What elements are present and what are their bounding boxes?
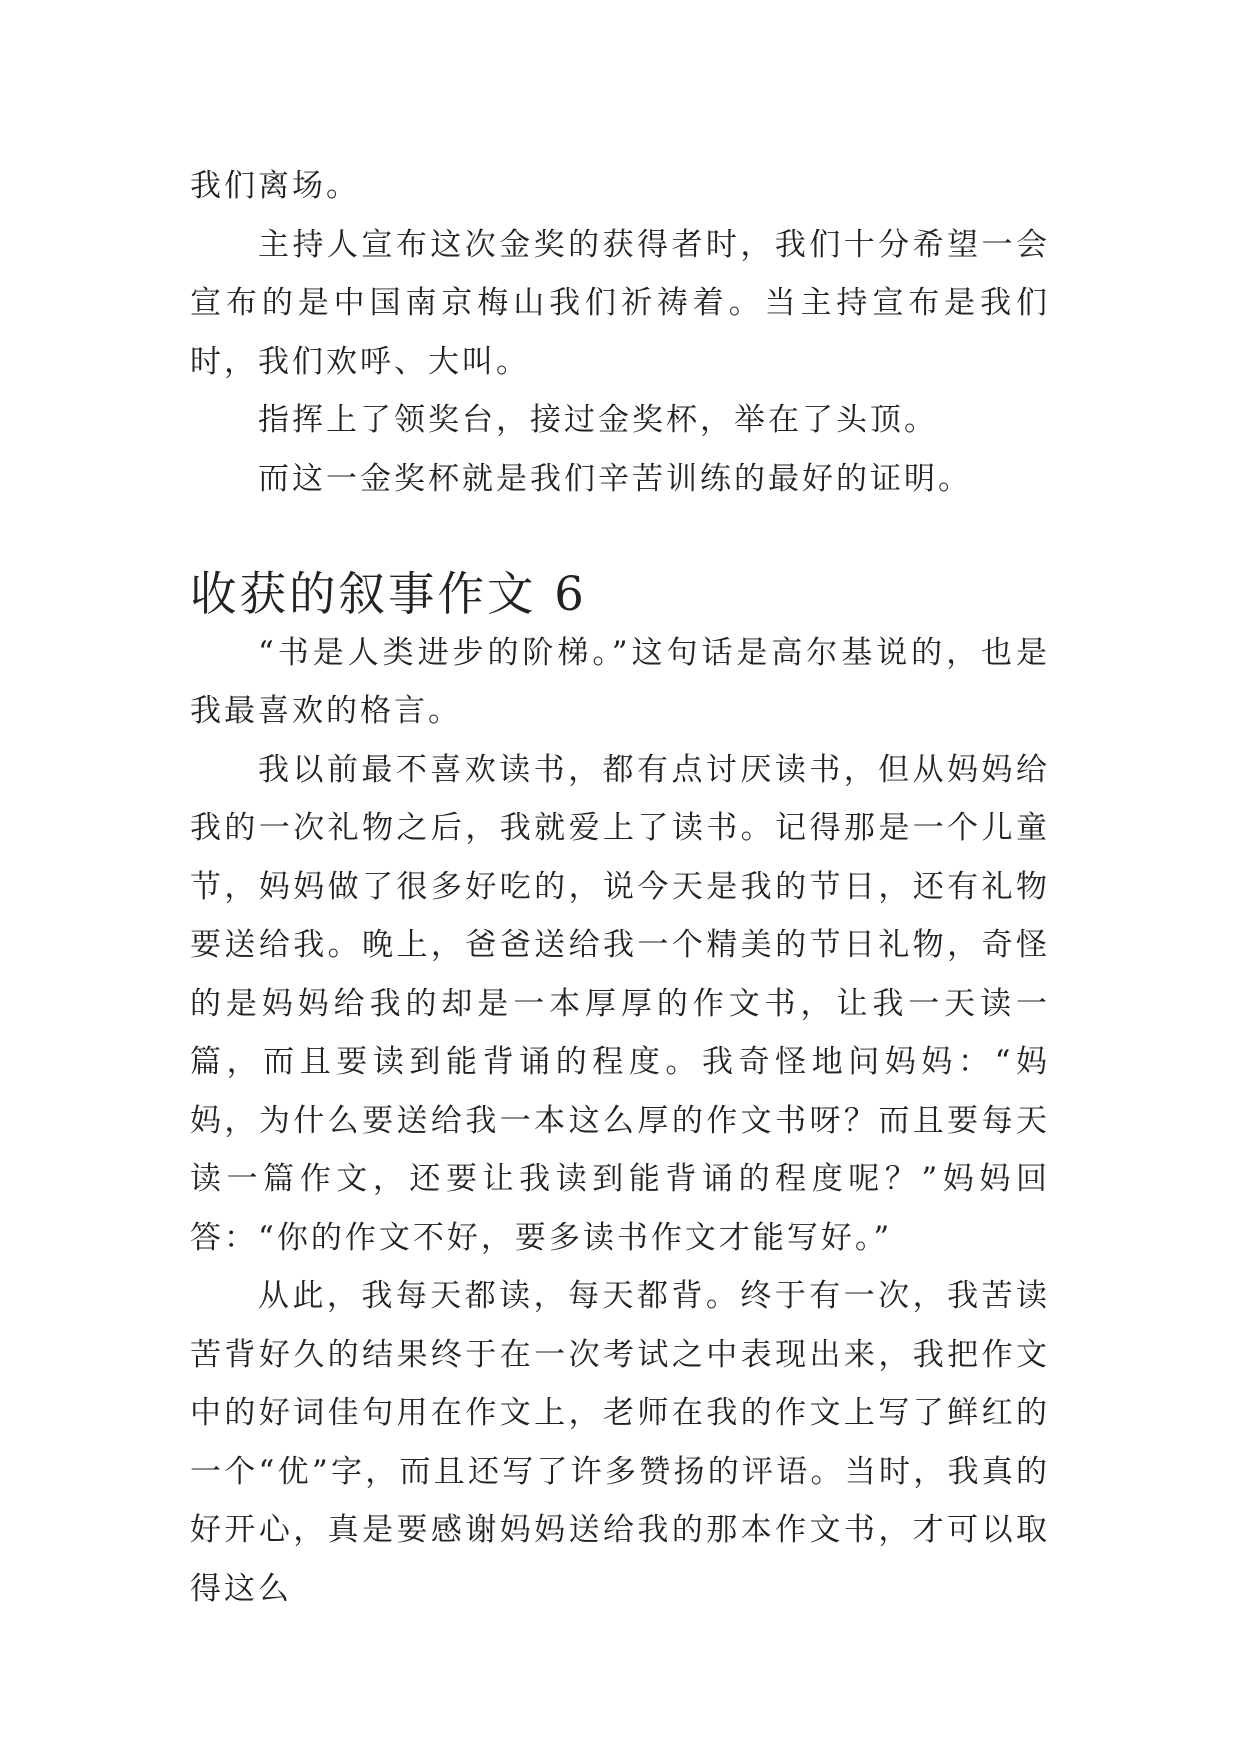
continued-line: 我们离场。 (190, 168, 360, 204)
essay-title: 收获的叙事作文 6 (190, 567, 587, 621)
essay-section (190, 565, 1050, 1618)
previous-essay-ending (190, 157, 1050, 508)
paragraph: “书是人类进步的阶梯。”这句话是高尔基说的，也是我最喜欢的格言。 (190, 634, 1050, 729)
paragraph: 而这一金奖杯就是我们辛苦训练的最好的证明。 (258, 460, 972, 497)
paragraph: 主持人宣布这次金奖的获得者时，我们十分希望一会宣布的是中国南京梅山我们祈祷着。当主持宣布是我们时，我们欢呼、大叫。 (190, 226, 1050, 380)
paragraph: 我以前最不喜欢读书，都有点讨厌读书，但从妈妈给我的一次礼物之后，我就爱上了读书。记得那是一个儿童节，妈妈做了很多好吃的，说今天是我的节日，还有礼物要送给我。晚上，爸爸送给我一个精美的节日礼物，奇怪的是妈妈给我的却是一本厚厚的作文书，让我一天读一篇，而且要读到能背诵的程度。我奇怪地问妈妈：“妈妈，为什么要送给我一本这么厚的作文书呀？而且要每天读一篇作文，还要让我读到能背诵的程度呢？”妈妈回答：“你的作文不好，要多读书作文才能写好。” (190, 751, 1050, 1256)
paragraph: 指挥上了领奖台，接过金奖杯，举在了头顶。 (258, 402, 938, 438)
paragraph: 从此，我每天都读，每天都背。终于有一次，我苦读苦背好久的结果终于在一次考试之中表现出来，我把作文中的好词佳句用在作文上，老师在我的作文上写了鲜红的一个“优”字，而且还写了许多赞扬的评语。当时，我真的好开心，真是要感谢妈妈送给我的那本作文书，才可以取得这么 (190, 1278, 1050, 1607)
